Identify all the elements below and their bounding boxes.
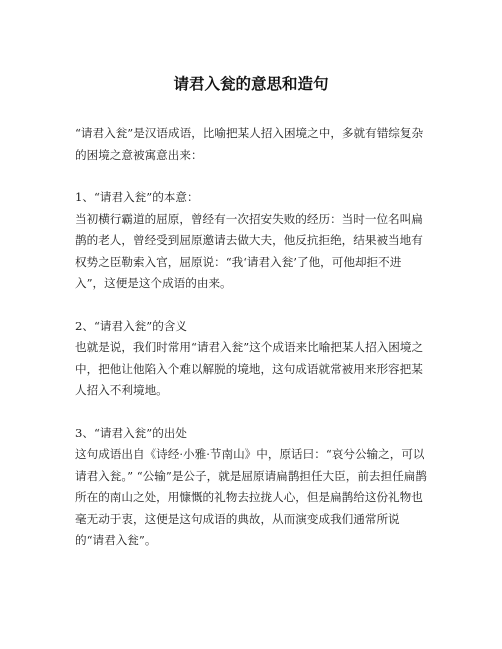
document-body bbox=[75, 123, 427, 573]
section-heading: 2、“请君入瓮”的含义 bbox=[75, 318, 187, 333]
page-title: 请君入瓮的意思和造句 bbox=[173, 74, 329, 94]
section-1 bbox=[75, 187, 427, 295]
intro-paragraph: “请君入瓮”是汉语成语，比喻把某人招入困境之中，多就有错综复杂的困境之意被寓意出来： bbox=[75, 126, 424, 162]
section-2 bbox=[75, 316, 427, 402]
section-heading: 3、“请君入瓮”的出处 bbox=[75, 425, 187, 440]
section-body: 这句成语出自《诗经·小雅·节南山》中，原话曰：“哀兮公输之，可以请君入瓮。” “公输”是公子，就是屈原请扁鹊担任大臣，前去担任扁鹊所在的南山之处，用慷慨的礼物去拉拢人心，但是扁鹊给这份礼物也毫无动于衷，这便是这句成语的典故，从而演变成我们通常所说的“请君入瓮”。 bbox=[75, 447, 427, 547]
section-body: 当初横行霸道的屈原，曾经有一次招安失败的经历：当时一位名叫扁鹊的老人，曾经受到屈原邀请去做大夫，他反抗拒绝，结果被当地有权势之臣勒索入官，屈原说：“我‘请君入瓮’了他，可他却拒不进入”，这便是这个成语的由来。 bbox=[75, 211, 423, 290]
section-body: 也就是说，我们时常用“请君入瓮”这个成语来比喻把某人招入困境之中，把他让他陷入个难以解脱的境地，这句成语就常被用来形容把某人招入不利境地。 bbox=[75, 340, 424, 397]
section-heading: 1、“请君入瓮”的本意： bbox=[75, 190, 199, 204]
section-3 bbox=[75, 423, 427, 552]
